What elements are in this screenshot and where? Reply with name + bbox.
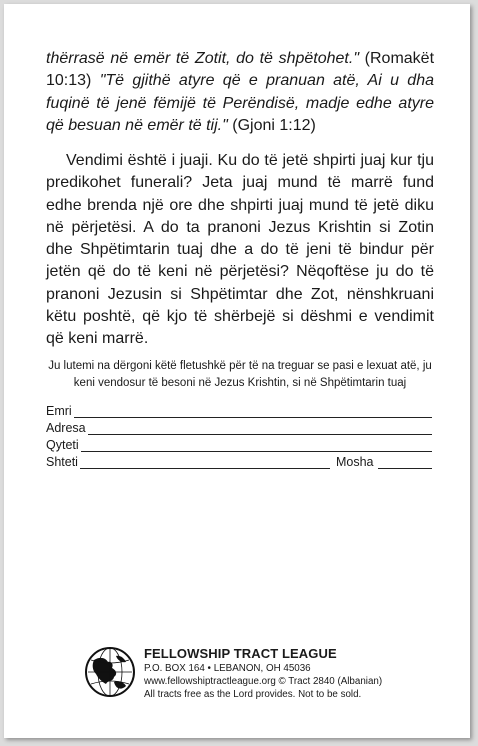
distribution-note: All tracts free as the Lord provides. Not to be sold.: [144, 689, 362, 700]
organization-address: P.O. BOX 164 • LEBANON, OH 45036: [144, 663, 311, 674]
scripture-quote-1: thërrasë në emër të Zotit, do të shpëtohet.": [46, 50, 359, 67]
tract-page: [4, 4, 470, 738]
form-instructions: [48, 358, 432, 392]
address-label: Adresa: [46, 421, 86, 435]
state-field[interactable]: [46, 453, 432, 469]
city-line[interactable]: [81, 439, 432, 452]
address-line[interactable]: [88, 422, 432, 435]
publisher-footer: [84, 646, 444, 706]
globe-logo-icon: [84, 646, 136, 698]
name-line[interactable]: [74, 405, 432, 418]
city-label: Qyteti: [46, 438, 79, 452]
state-label: Shteti: [46, 455, 78, 469]
organization-website: www.fellowshiptractleague.org © Tract 2840 (Albanian): [144, 676, 383, 687]
scripture-reference-1: (Romakët 10:13): [46, 50, 435, 90]
age-label: Mosha: [335, 455, 374, 469]
address-field[interactable]: [46, 419, 432, 435]
form-instructions-line-2: keni vendosur të besoni në Jezus Krishtin, si në Shpëtimtarin tuaj: [73, 377, 407, 389]
scripture-paragraph: [46, 48, 434, 137]
form-instructions-line-1: Ju lutemi na dërgoni këtë fletushkë për të na treguar se pasi e lexuat atë, ju: [48, 360, 432, 372]
state-line[interactable]: [80, 456, 330, 469]
scripture-reference-2: (Gjoni 1:12): [227, 116, 316, 134]
age-line[interactable]: [378, 456, 433, 469]
name-label: Emri: [46, 404, 72, 418]
name-field[interactable]: [46, 402, 432, 418]
decision-paragraph: Vendimi është i juaji. Ku do të jetë shpirti juaj kur tju predikohet funerali? Jeta juaj mund të marrë fund edhe brenda një ore dhe shpirti juaj mund të jetë diku në përjetësi. A do ta pranoni Jezus Krishtin si Zotin dhe Shpëtimtarin tuaj dhe a do të jeni të bindur për jetën që do të keni në përjetësi? Nëqoftëse ju do të pranoni Jezusin si Shpëtimtar dhe Zot, nënshkruani këtu poshtë, që kjo të shërbejë si dëshmi e vendimit që keni marrë.: [46, 152, 434, 348]
organization-name: FELLOWSHIP TRACT LEAGUE: [144, 646, 337, 661]
city-field[interactable]: [46, 436, 432, 452]
scripture-quote-2: "Të gjithë atyre që e pranuan atë, Ai u dha fuqinë të jenë fëmijë të Perëndisë, madje edhe atyre që besuan në emër të tij.": [46, 72, 434, 134]
